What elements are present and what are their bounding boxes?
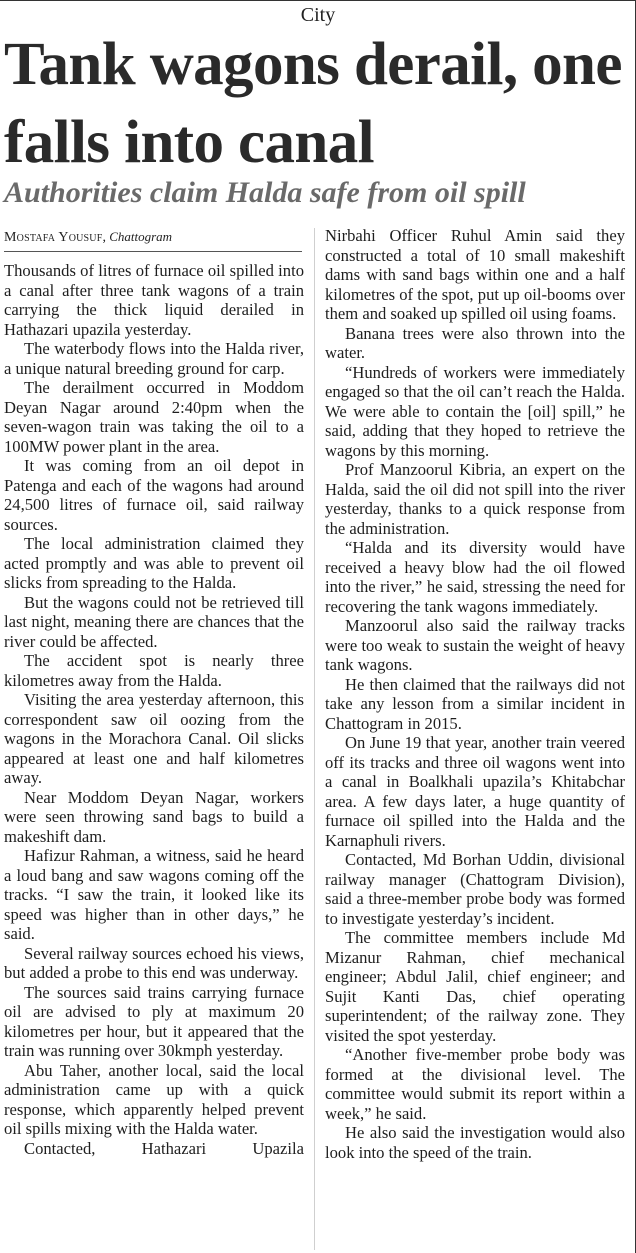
paragraph: “Halda and its diversity would have received a heavy blow had the oil flowed into the river,” he said, stressing the need for recovering the tank wagons immediately. xyxy=(325,538,625,616)
paragraph: The accident spot is nearly three kilometres away from the Halda. xyxy=(4,651,304,690)
paragraph: The derailment occurred in Moddom Deyan Nagar around 2:40pm when the seven-wagon train was taking the oil to a 100MW power plant in the area. xyxy=(4,378,304,456)
paragraph: It was coming from an oil depot in Patenga and each of the wagons had around 24,500 litres of furnace oil, said railway sources. xyxy=(4,456,304,534)
paragraph: The waterbody flows into the Halda river, a unique natural breeding ground for carp. xyxy=(4,339,304,378)
byline xyxy=(4,227,302,252)
paragraph: Visiting the area yesterday afternoon, this correspondent saw oil oozing from the wagons in the Morachora Canal. Oil slicks appeared at least one and half kilometres away. xyxy=(4,690,304,787)
paragraph: Prof Manzoorul Kibria, an expert on the Halda, said the oil did not spill into the river yesterday, thanks to a quick response from the administration. xyxy=(325,460,625,538)
section-label: City xyxy=(300,4,336,26)
article-column-1 xyxy=(4,261,304,1158)
paragraph: Abu Taher, another local, said the local administration came up with a quick response, which apparently helped prevent oil spills mixing with the Halda water. xyxy=(4,1060,304,1138)
paragraph: But the wagons could not be retrieved till last night, meaning there are chances that the river could be affected. xyxy=(4,592,304,651)
byline-author: Mostafa Yousuf, xyxy=(4,230,107,245)
paragraph: The sources said trains carrying furnace oil are advised to ply at maximum 20 kilometres per hour, but it appeared that the train was running over 30kmph yesterday. xyxy=(4,982,304,1060)
paragraph: On June 19 that year, another train veered off its tracks and three oil wagons went into a canal in Boalkhali upazila’s Khitabchar area. A few days later, a huge quantity of furnace oil spilled into the Halda and the Karnaphuli rivers. xyxy=(325,733,625,850)
headline: Tank wagons derail, one falls into canal xyxy=(4,31,622,176)
paragraph: “Hundreds of workers were immediately engaged so that the oil can’t reach the Halda. We were able to contain the [oil] spill,” he said, adding that they hoped to retrieve the wagons by this morning. xyxy=(325,362,625,460)
paragraph: Near Moddom Deyan Nagar, workers were seen throwing sand bags to build a makeshift dam. xyxy=(4,787,304,846)
top-rule xyxy=(0,0,636,1)
article-column-2 xyxy=(325,226,625,1162)
paragraph: Several railway sources echoed his views, but added a probe to this end was underway. xyxy=(4,943,304,982)
paragraph: Thousands of litres of furnace oil spilled into a canal after three tank wagons of a train carrying the thick liquid derailed in Hathazari upazila yesterday. xyxy=(4,261,304,339)
subheadline: Authorities claim Halda safe from oil spill xyxy=(4,176,526,209)
paragraph: The committee members include Md Mizanur Rahman, chief mechanical engineer; Abdul Jalil, chief engineer; and Sujit Kanti Das, chief operating superintendent; of the railway zone. They visited the spot yesterday. xyxy=(325,928,625,1045)
paragraph: He then claimed that the railways did not take any lesson from a similar incident in Chattogram in 2015. xyxy=(325,674,625,733)
paragraph: “Another five-member probe body was formed at the divisional level. The committee would submit its report within a week,” he said. xyxy=(325,1045,625,1123)
paragraph-continued: Contacted, Hathazari Upazila xyxy=(24,1138,304,1158)
column-divider xyxy=(314,228,315,1250)
paragraph: He also said the investigation would also look into the speed of the train. xyxy=(325,1123,625,1162)
paragraph: Manzoorul also said the railway tracks were too weak to sustain the weight of heavy tank wagons. xyxy=(325,616,625,674)
paragraph: Banana trees were also thrown into the water. xyxy=(325,323,625,362)
paragraph: Hafizur Rahman, a witness, said he heard a loud bang and saw wagons coming off the tracks. “I saw the train, it looked like its speed was higher than in other days,” he said. xyxy=(4,846,304,943)
byline-location: Chattogram xyxy=(109,229,173,244)
paragraph: The local administration claimed they acted promptly and was able to prevent oil slicks from spreading to the Halda. xyxy=(4,534,304,592)
paragraph: Contacted, Md Borhan Uddin, divisional railway manager (Chattogram Division), said a three-member probe body was formed to investigate yesterday’s incident. xyxy=(325,850,625,928)
paragraph-continuation: Nirbahi Officer Ruhul Amin said they constructed a total of 10 small makeshift dams with sand bags within one and a half kilometres of the spot, put up oil-booms over them and soaked up spilled oil using foams. xyxy=(325,226,625,323)
